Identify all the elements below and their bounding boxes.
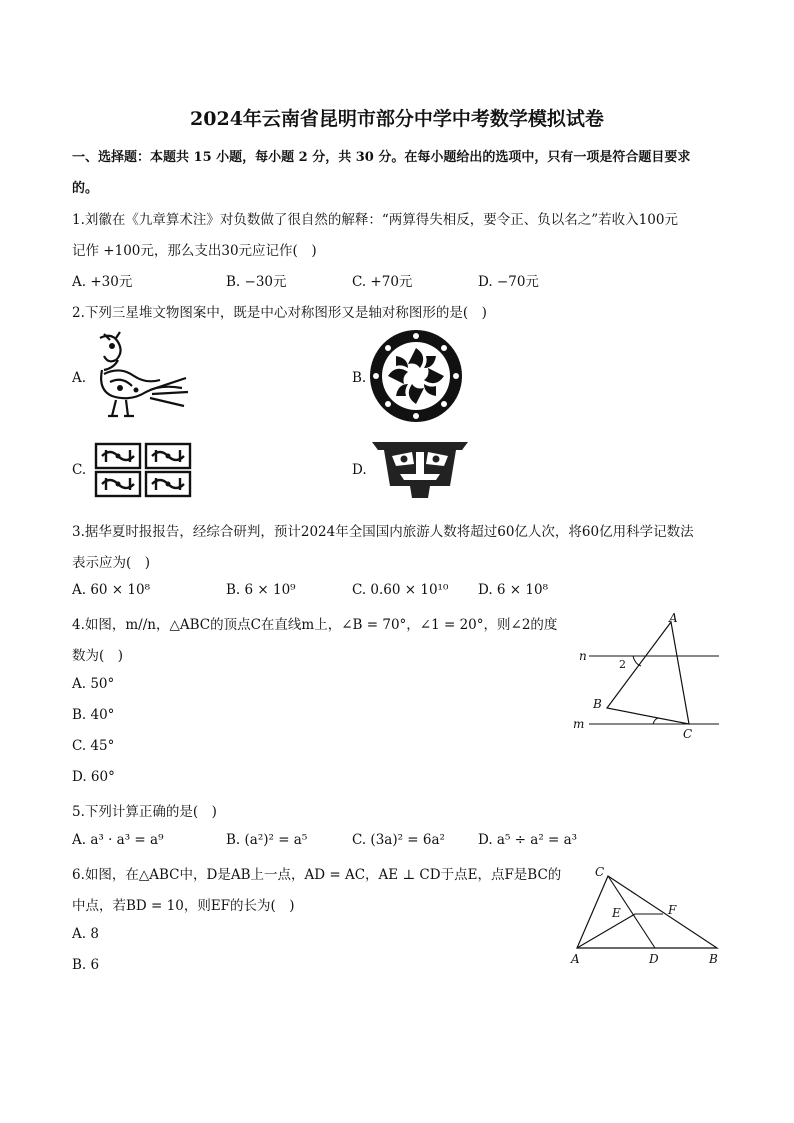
q2-option-a-label[interactable]: A. [72, 370, 87, 386]
label-D: D [649, 952, 659, 966]
label-m: m [573, 717, 585, 731]
q3-stem-line1: 3.据华夏时报报告，经综合研判，预计2024年全国国内旅游人数将超过60亿人次，将60亿用科学记数法 [72, 524, 694, 540]
q2-option-b-label[interactable]: B. [352, 370, 367, 386]
q4-stem-line1: 4.如图，m//n，△ABC的顶点C在直线m上，∠B = 70°，∠1 = 20°，则∠2的度 [72, 617, 558, 633]
section-instructions-line2: 的。 [72, 181, 99, 196]
q4-figure [565, 608, 725, 740]
q2-option-d-mask-image [370, 438, 470, 502]
q2-option-c-pattern-image [92, 440, 194, 500]
page-title: 2024年云南省昆明市部分中学中考数学模拟试卷 [190, 108, 604, 130]
label-B: B [709, 952, 718, 966]
q6-stem-line1: 6.如图，在△ABC中，D是AB上一点，AD = AC，AE ⊥ CD于点E，点F是BC的 [72, 867, 562, 883]
q2-stem: 2.下列三星堆文物图案中，既是中心对称图形又是轴对称图形的是( ) [72, 305, 487, 321]
label-n: n [579, 649, 587, 663]
q1-stem-line2: 记作 +100元，那么支出30元应记作( ) [72, 243, 317, 259]
q2-option-b-disc-image [368, 328, 464, 424]
q3-option-d[interactable]: D. 6 × 10⁸ [478, 582, 548, 598]
q5-stem: 5.下列计算正确的是( ) [72, 804, 217, 820]
triangle-abc [607, 622, 689, 724]
label-E: E [612, 906, 621, 920]
q5-option-c[interactable]: C. (3a)² = 6a² [352, 832, 445, 848]
label-A: A [571, 952, 580, 966]
q3-stem-line2: 表示应为( ) [72, 555, 151, 571]
q4-stem-line2: 数为( ) [72, 648, 124, 664]
q6-option-a[interactable]: A. 8 [72, 926, 99, 942]
label-C: C [683, 727, 693, 740]
q5-option-d[interactable]: D. a⁵ ÷ a² = a³ [478, 832, 578, 848]
q6-stem-line2: 中点，若BD = 10，则EF的长为( ) [72, 898, 295, 914]
segment-ae [577, 914, 635, 948]
label-B: B [593, 697, 602, 711]
section-instructions-line1: 一、选择题：本题共 15 小题，每小题 2 分，共 30 分。在每小题给出的选项中，只有一项是符合题目要求 [72, 150, 691, 165]
q3-option-a[interactable]: A. 60 × 10⁸ [72, 582, 150, 598]
q5-option-a[interactable]: A. a³ · a³ = a⁹ [72, 832, 164, 848]
q1-option-a[interactable]: A. +30元 [72, 274, 133, 290]
q1-option-c[interactable]: C. +70元 [352, 274, 413, 290]
q6-figure [565, 862, 725, 970]
q5-option-b[interactable]: B. (a²)² = a⁵ [226, 832, 308, 848]
triangle-abc [577, 876, 717, 948]
label-A: A [669, 611, 678, 625]
q3-option-b[interactable]: B. 6 × 10⁹ [226, 582, 296, 598]
angle-1-arc [653, 718, 659, 724]
q4-option-c[interactable]: C. 45° [72, 738, 115, 754]
q1-stem-line1: 1.刘徽在《九章算术注》对负数做了很自然的解释：“两算得失相反，要令正、负以名之”若收入100元 [72, 212, 678, 228]
label-angle-2: 2 [619, 658, 626, 671]
q1-option-d[interactable]: D. −70元 [478, 274, 539, 290]
q6-option-b[interactable]: B. 6 [72, 957, 100, 973]
label-C: C [595, 865, 605, 879]
q2-option-d-label[interactable]: D. [352, 462, 367, 478]
q4-option-b[interactable]: B. 40° [72, 707, 115, 723]
label-F: F [668, 903, 677, 917]
q3-option-c[interactable]: C. 0.60 × 10¹⁰ [352, 582, 449, 598]
q2-option-c-label[interactable]: C. [72, 462, 87, 478]
q1-option-b[interactable]: B. −30元 [226, 274, 287, 290]
q2-option-a-bird-image [90, 330, 192, 422]
q4-option-d[interactable]: D. 60° [72, 769, 115, 785]
q4-option-a[interactable]: A. 50° [72, 676, 115, 692]
